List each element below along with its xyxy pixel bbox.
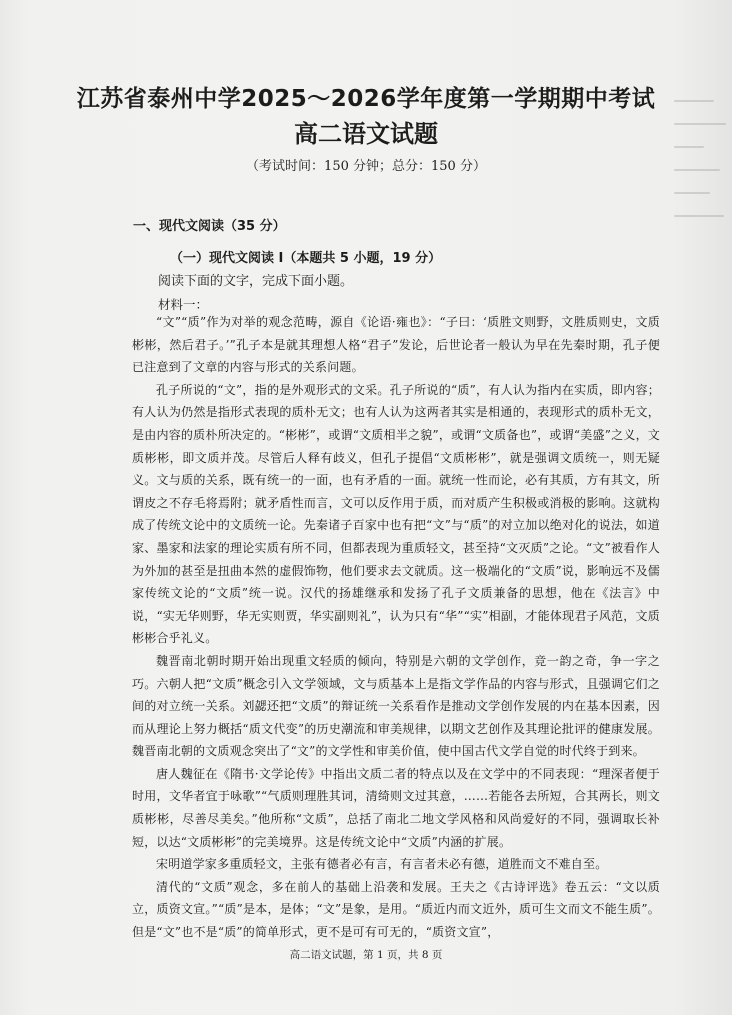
reading-instructions: 阅读下面的文字，完成下面小题。 xyxy=(158,274,354,289)
subsection-heading: （一）现代文阅读 I（本题共 5 小题，19 分） xyxy=(170,251,442,266)
passage-paragraph: 唐人魏征在《隋书·文学论传》中指出文质二者的特点以及在文学中的不同表现：“理深者便于时用，文华者宜于咏歌”“气质则理胜其词，清绮则文过其意，……若能各去所短，合其两长，则文质彬彬，尽善尽美矣。”他所称“文质”，总括了南北二地文学风格和风尚爱好的不同，强调取长补短，以达“文质彬彬”的完美境界。这是传统文论中“文质”内涵的扩展。 xyxy=(132,766,660,849)
passage-paragraph: 孔子所说的“文”，指的是外观形式的文采。孔子所说的“质”，有人认为指内在实质，即内容；有人认为仍然是指形式表现的质朴无文；也有人认为这两者其实是相通的，表现形式的质朴无文，是由内容的质朴所决定的。“彬彬”，或谓“文质相半之貌”，或谓“文质备也”，或谓“美盛”之义，文质彬彬，即文质并茂。尽管后人释有歧义，但孔子提倡“文质彬彬”，就是强调文质统一，则无疑义。文与质的关系，既有统一的一面，也有矛盾的一面。就统一性而论，必有其质，方有其文，所谓皮之不存毛将焉附；就矛盾性而言，文可以反作用于质，而对质产生积极或消极的影响。这就构成了传统文论中的文质统一论。先秦诸子百家中也有把“文”与“质”的对立加以绝对化的说法，如道家、墨家和法家的理论实质有所不同，但都表现为重质轻文，甚至持“文灭质”之论。“文”被看作人为外加的甚至是扭曲本然的虚假饰物，他们要求去文就质。这一极端化的“文质”说，影响远不及儒家传统文论的“文质”统一说。汉代的扬雄继承和发扬了孔子文质兼备的思想，他在《法言》中说，“实无华则野，华无实则贾，华实副则礼”，认为只有“华”“实”相副，才能体现君子风范，文质彬彬合乎礼义。 xyxy=(132,382,660,646)
exam-time-info: （考试时间：150 分钟；总分：150 分） xyxy=(246,159,486,174)
page-footer: 高二语文试题，第 1 页，共 8 页 xyxy=(289,949,443,961)
exam-title: 江苏省泰州中学2025～2026学年度第一学期期中考试 xyxy=(76,86,656,112)
passage-paragraph: 清代的“文质”观念，多在前人的基础上沿袭和发展。王夫之《古诗评选》卷五云：“文以质立，质资文宣。”“质”是本，是体；“文”是象，是用。“质近内而文近外，质可生文而文不能生质”。但是“文”也不是“质”的简单形式，更不是可有可无的，“质资文宣”， xyxy=(132,879,660,940)
passage-paragraph: “文”“质”作为对举的观念范畴，源自《论语·雍也》：“子曰：‘质胜文则野，文胜质则史，文质彬彬，然后君子。’”孔子本是就其理想人格“君子”发论，后世论者一般认为早在先秦时期，孔子便已注意到了文章的内容与形式的关系问题。 xyxy=(132,315,660,375)
passage-paragraph: 魏晋南北朝时期开始出现重文轻质的倾向，特别是六朝的文学创作，竞一韵之奇，争一字之巧。六朝人把“文质”概念引入文学领域，文与质基本上是指文学作品的内容与形式，且强调它们之间的对立统一关系。刘勰还把“文质”的辩证统一关系看作是推动文学创作发展的内在基本因素，因而从理论上努力概括“质文代变”的历史潮流和审美规律，以期文艺创作及其理论批评的健康发展。魏晋南北朝的文质观念突出了“文”的文学性和审美价值，使中国古代文学自觉的时代终于到来。 xyxy=(132,653,660,759)
section-heading: 一、现代文阅读（35 分） xyxy=(133,219,286,234)
exam-subtitle: 高二语文试题 xyxy=(294,120,438,148)
material-label: 材料一： xyxy=(158,297,209,312)
reading-passage xyxy=(132,311,660,944)
passage-paragraph: 宋明道学家多重质轻文，主张有德者必有言，有言者未必有德，道胜而文不难自至。 xyxy=(156,857,608,872)
